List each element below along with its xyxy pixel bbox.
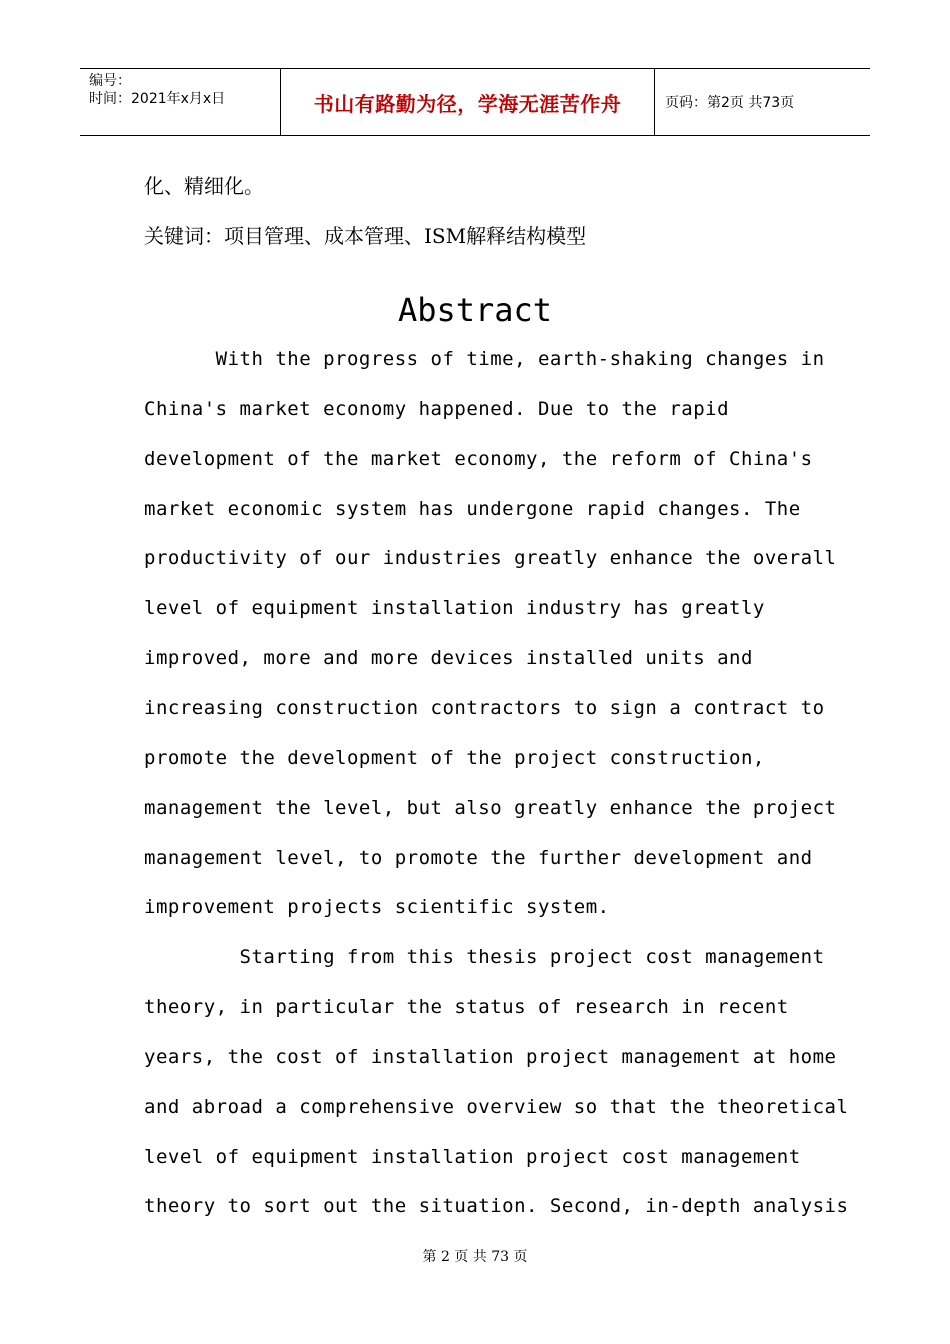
page-footer: 第 2 页 共 73 页 — [422, 1249, 528, 1265]
abstract-line: level of equipment installation industry has greatly — [144, 597, 765, 619]
abstract-line: and abroad a comprehensive overview so that the theoretical — [144, 1096, 849, 1118]
abstract-line: improvement projects scientific system. — [144, 896, 610, 918]
chinese-abstract-tail: 化、精细化。 — [144, 174, 264, 198]
header-page-cell — [655, 69, 870, 135]
abstract-line: level of equipment installation project cost management — [144, 1146, 801, 1168]
abstract-line: China's market economy happened. Due to the rapid — [144, 398, 730, 420]
abstract-line: increasing construction contractors to sign a contract to — [144, 697, 825, 719]
keywords-line: 关键词：项目管理、成本管理、ISM解释结构模型 — [144, 224, 587, 248]
header-motto-cell — [281, 69, 655, 135]
abstract-line: theory to sort out the situation. Second, in-depth analysis — [144, 1195, 849, 1217]
abstract-line: With the progress of time, earth-shaking changes in — [144, 348, 825, 370]
abstract-line: years, the cost of installation project management at home — [144, 1046, 837, 1068]
abstract-line: improved, more and more devices installed units and — [144, 647, 753, 669]
page-header — [80, 68, 870, 136]
abstract-line: theory, in particular the status of research in recent — [144, 996, 789, 1018]
abstract-line: development of the market economy, the reform of China's — [144, 448, 813, 470]
document-number-label: 编号： — [89, 73, 131, 89]
abstract-line: Starting from this thesis project cost management — [144, 946, 825, 968]
abstract-line: promote the development of the project construction, — [144, 747, 765, 769]
abstract-line: management the level, but also greatly enhance the project — [144, 797, 837, 819]
header-page-info: 页码：第2页 共73页 — [665, 95, 795, 111]
header-motto: 书山有路勤为径，学海无涯苦作舟 — [313, 91, 622, 116]
abstract-heading: Abstract — [397, 291, 553, 329]
abstract-line: productivity of our industries greatly enhance the overall — [144, 547, 837, 569]
abstract-line: market economic system has undergone rapid changes. The — [144, 498, 801, 520]
document-date-label: 时间：2021年x月x日 — [89, 91, 226, 107]
abstract-line: management level, to promote the further development and — [144, 847, 813, 869]
header-meta-cell — [80, 69, 281, 135]
